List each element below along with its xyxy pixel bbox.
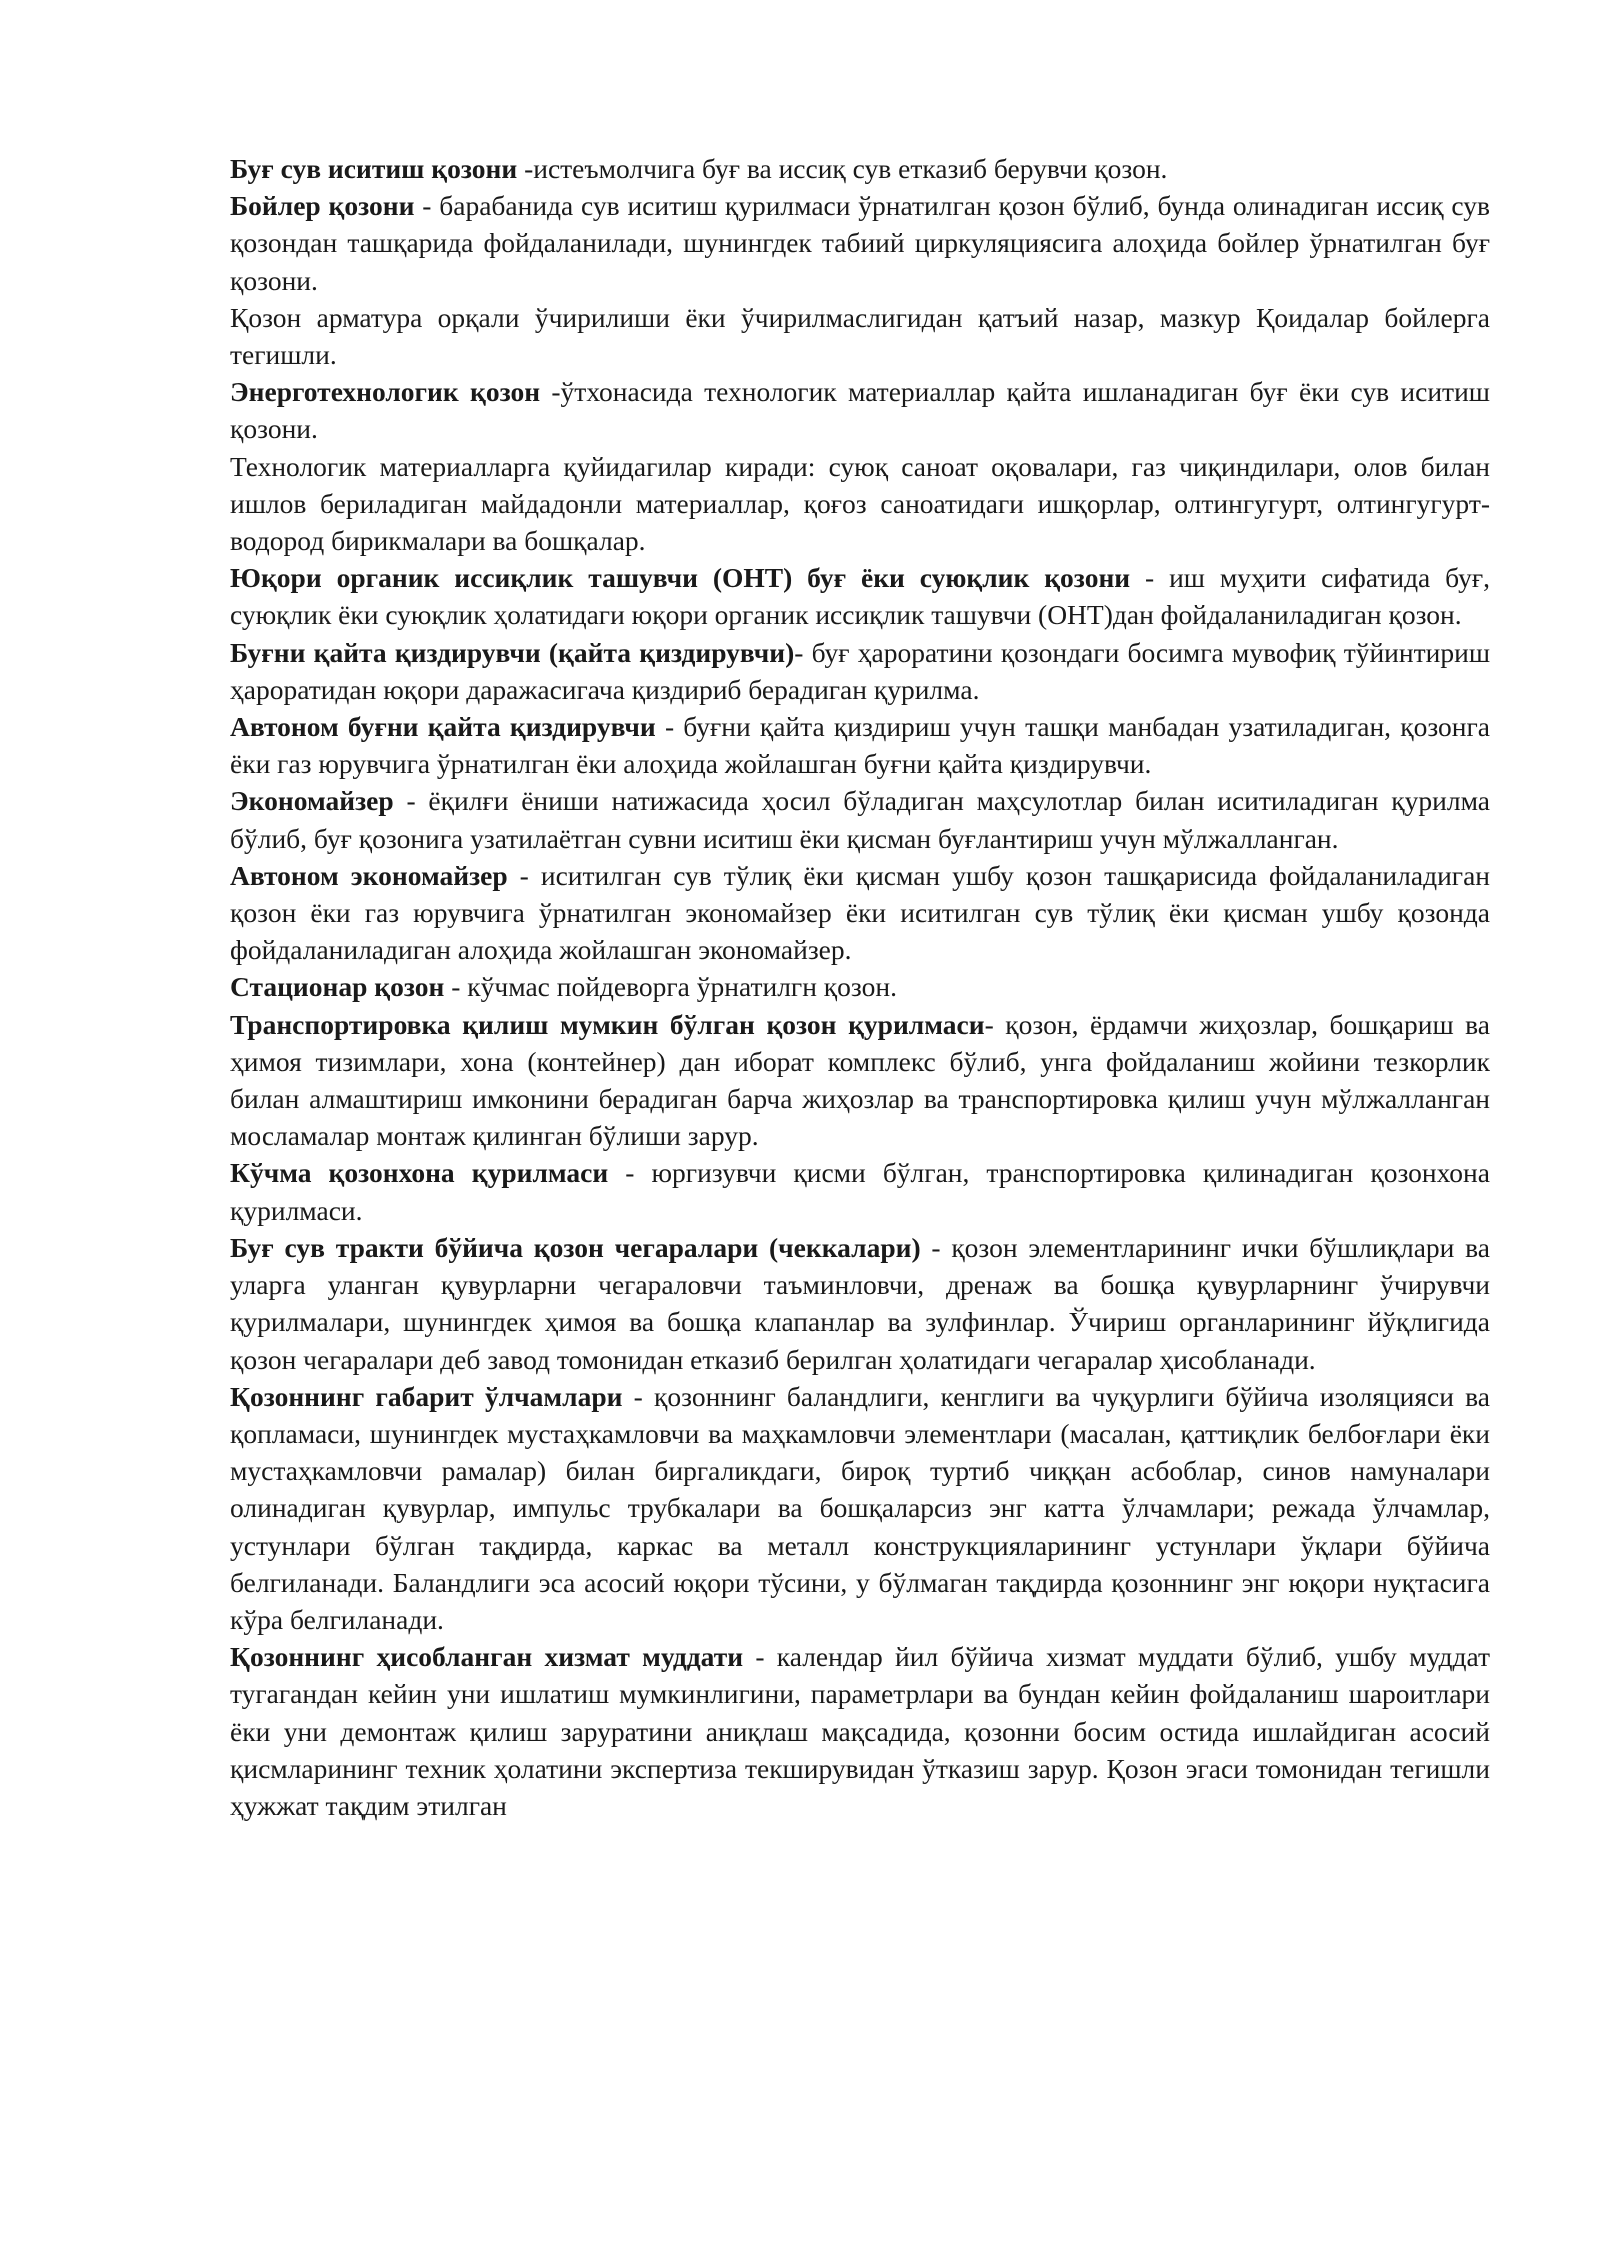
body-text: Қозон арматура орқали ўчирилиши ёки ўчирилмаслигидан қатъий назар, мазкур Қоидалар бойлерга тегишли.: [230, 301, 1490, 371]
term-service-life: Қозоннинг ҳисобланган хизмат муддати: [230, 1641, 744, 1673]
definition-text: - иш муҳити сифатида буғ, суюқлик ёки суюқлик ҳолатидаги юқори органик иссиқлик ташувчи (ОНТ)дан фойдаланиладиган қозон.: [230, 562, 1490, 631]
paragraph-5: [230, 448, 1490, 560]
paragraph-6: [230, 559, 1490, 633]
definition-text: -ўтхонасида технологик материаллар қайта ишланадиган буғ ёки сув иситиш қозони.: [230, 376, 1490, 445]
paragraph-12: [230, 1006, 1490, 1155]
term-stationary-boiler: Стационар қозон: [230, 971, 445, 1003]
paragraph-14: [230, 1229, 1490, 1378]
term-overall-dimensions: Қозоннинг габарит ўлчамлари: [230, 1380, 623, 1412]
definition-text: - барабанида сув иситиш қурилмаси ўрнатилган қозон бўлиб, бунда олинадиган иссиқ сув қозондан ташқарида фойдаланилади, шунингдек табиий циркуляциясига алоҳида бойлер ўрнатилган буғ қозони.: [230, 190, 1490, 296]
definition-text: - қозон элементларининг ички бўшлиқлари ва уларга уланган қувурларни чегараловчи таъминловчи, дренаж ва бошқа қувурларнинг ўчирувчи қурилмалари, шунингдек ҳимоя ва бошқа клапанлар ва зулфинлар. Ўчириш органларининг йўқлигида қозон чегаралари деб завод томонидан етказиб берилган ҳолатидаги чегаралар ҳисобланади.: [230, 1231, 1490, 1375]
document-page: [230, 150, 1490, 1824]
paragraph-2: [230, 187, 1490, 299]
term-autonomous-reheater: Автоном буғни қайта қиздирувчи: [230, 711, 656, 743]
paragraph-13: [230, 1154, 1490, 1228]
term-boiler-boundaries: Буғ сув тракти бўйича қозон чегаралари (чеккалари): [230, 1231, 921, 1263]
term-reheater: Буғни қайта қиздирувчи (қайта қиздирувчи): [230, 636, 795, 668]
term-transportable-boiler-unit: Транспортировка қилиш мумкин бўлган қозон қурилмаси: [230, 1008, 985, 1040]
definition-text: - иситилган сув тўлиқ ёки қисман ушбу қозон ташқарисида фойдаланиладиган қозон ёки газ юрувчига ўрнатилган экономайзер ёки иситилган сув тўлиқ ёки қисман ушбу қозонда фойдаланиладиган алоҳида жойлашган экономайзер.: [230, 859, 1490, 966]
paragraph-9: [230, 782, 1490, 856]
term-mobile-boiler-house: Кўчма қозонхона қурилмаси: [230, 1157, 609, 1189]
paragraph-7: [230, 634, 1490, 708]
body-text: Технологик материалларга қуйидагилар киради: суюқ саноат оқовалари, газ чиқиндилари, олов билан ишлов бериладиган майдадонли материаллар, қоғоз саноатидаги ишқорлар, олтингугурт, олтингугурт-водород бирикмалари ва бошқалар.: [230, 450, 1490, 557]
term-autonomous-economizer: Автоном экономайзер: [230, 859, 508, 891]
paragraph-15: [230, 1378, 1490, 1638]
term-economizer: Экономайзер: [230, 785, 394, 817]
paragraph-16: [230, 1638, 1490, 1824]
definition-text: - кўчмас пойдеворга ўрнатилгн қозон.: [444, 971, 897, 1003]
term-boiler: Бойлер қозони: [230, 190, 415, 222]
definition-text: - календар йил бўйича хизмат муддати бўлиб, ушбу муддат тугагандан кейин уни ишлатиш мумкинлигини, параметрлари ва бундан кейин фойдаланиш шароитлари ёки уни демонтаж қилиш заруратини аниқлаш мақсадида, қозонни босим остида ишлайдиган асосий қисмларининг техник ҳолатини экспертиза текширувидан ўтказиш зарур. Қозон эгаси томонидан тегишли ҳужжат тақдим этилган: [230, 1641, 1490, 1821]
definition-text: - буғ ҳароратини қозондаги босимга мувофиқ тўйинтириш ҳароратидан юқори даражасигача қиздириб берадиган қурилма.: [230, 636, 1490, 705]
term-ont-boiler: Юқори органик иссиқлик ташувчи (ОНТ) буғ ёки суюқлик қозони: [230, 562, 1131, 594]
term-energy-tech-boiler: Энерготехнологик қозон: [230, 376, 541, 408]
definition-text: - буғни қайта қиздириш учун ташқи манбадан узатиладиган, қозонга ёки газ юрувчига ўрнатилган ёки алоҳида жойлашган буғни қайта қиздирувчи.: [230, 711, 1490, 780]
paragraph-8: [230, 708, 1490, 782]
paragraph-1: [230, 150, 1490, 187]
paragraph-3: [230, 299, 1490, 373]
definition-text: -истеъмолчига буғ ва иссиқ сув етказиб берувчи қозон.: [517, 153, 1168, 184]
paragraph-11: [230, 968, 1490, 1005]
term-steam-water-boiler: Буғ сув иситиш қозони: [230, 153, 518, 184]
definition-text: - ёқилғи ёниши натижасида ҳосил бўладиган маҳсулотлар билан иситиладиган қурилма бўлиб, буғ қозонига узатилаётган сувни иситиш ёки қисман буғлантириш учун мўлжалланган.: [230, 785, 1490, 854]
paragraph-4: [230, 373, 1490, 447]
definition-text: - қозон, ёрдамчи жиҳозлар, бошқариш ва ҳимоя тизимлари, хона (контейнер) дан иборат комплекс бўлиб, унга фойдаланиш жойини тезкорлик билан алмаштириш имконини берадиган барча жиҳозлар ва транспортировка қилиш учун мўлжалланган мосламалар монтаж қилинган бўлиши зарур.: [230, 1008, 1490, 1152]
definition-text: - қозоннинг баландлиги, кенглиги ва чуқурлиги бўйича изоляцияси ва қопламаси, шунингдек мустаҳкамловчи ва маҳкамловчи элементлари (масалан, қаттиқлик белбоғлари ёки мустаҳкамловчи рамалар) билан биргаликдаги, бироқ туртиб чиққан асбоблар, синов намуналари олинадиган қувурлар, импульс трубкалари ва бошқаларсиз энг катта ўлчамлари; режада ўлчамлар, устунлари бўлган тақдирда, каркас ва металл конструкцияларининг устунлари ўқлари бўйича белгиланади. Баландлиги эса асосий юқори тўсини, у бўлмаган тақдирда қозоннинг энг юқори нуқтасига кўра белгиланади.: [230, 1380, 1490, 1635]
paragraph-10: [230, 857, 1490, 969]
definition-text: - юргизувчи қисми бўлган, транспортировка қилинадиган қозонхона қурилмаси.: [230, 1157, 1490, 1226]
